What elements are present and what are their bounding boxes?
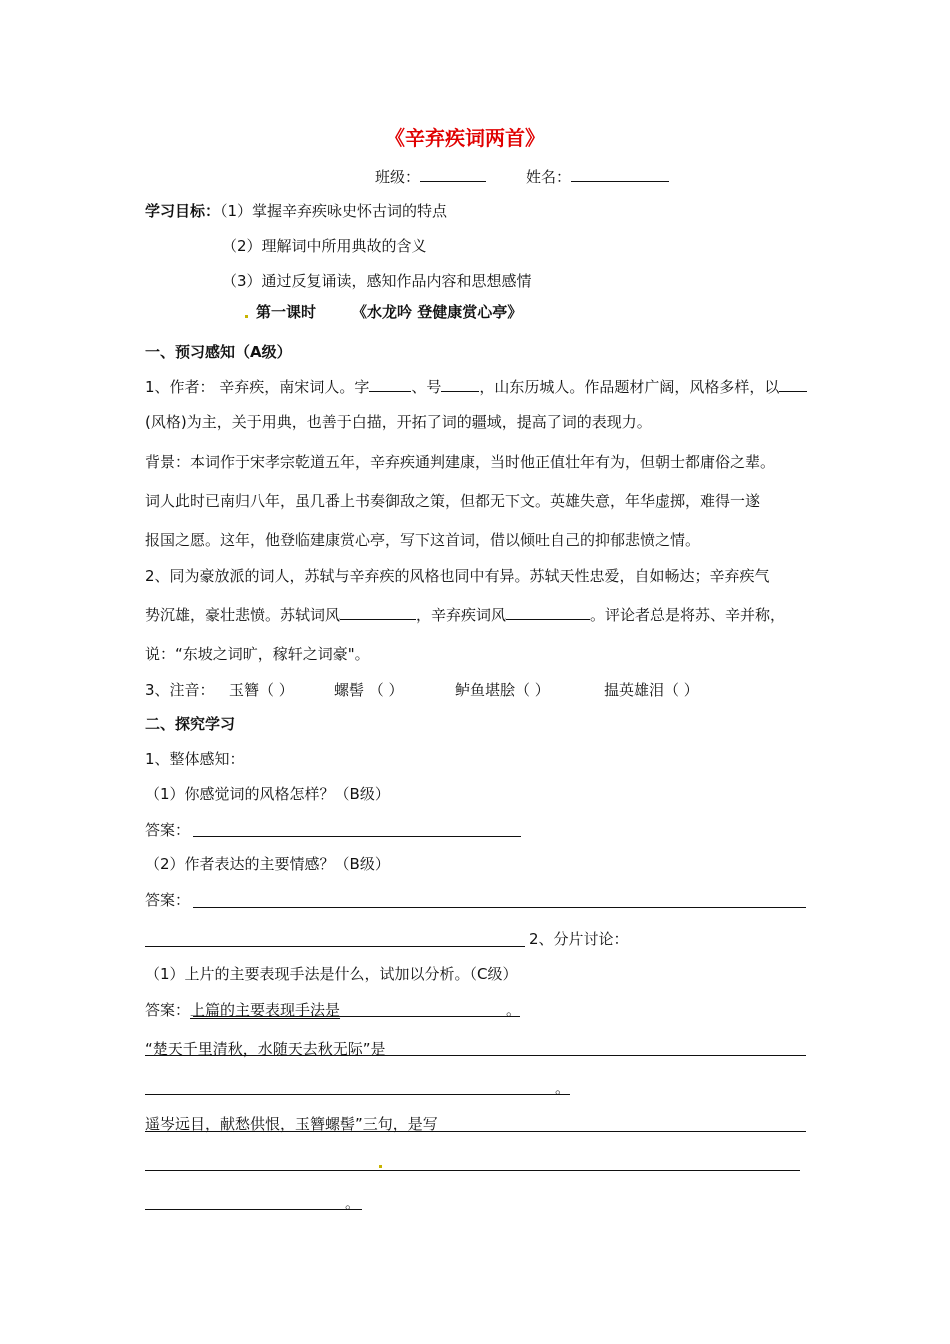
- q2-line3: 说：“东坡之词旷，稼轩之词豪"。: [145, 645, 370, 663]
- period-mark: 。: [345, 1194, 361, 1212]
- q2-text: 。评论者总是将苏、辛并称，: [590, 606, 786, 624]
- pinyin-item: 螺髻 （ ）: [334, 681, 404, 699]
- question-1: （1）你感觉词的风格怎样？（B级）: [145, 785, 390, 803]
- pinyin-item: 揾英雄泪（ ）: [604, 681, 699, 699]
- answer-label: 答案：: [145, 891, 191, 909]
- objective-2: （2）理解词中所用典故的含义: [222, 237, 427, 255]
- decorative-dot: [245, 315, 248, 318]
- lesson-period: 第一课时: [256, 303, 317, 321]
- answer-3: [145, 1000, 340, 1020]
- period-mark: 。: [555, 1079, 571, 1097]
- answer-label: 答案：: [145, 821, 191, 839]
- class-blank[interactable]: [420, 166, 486, 182]
- main-style-blank[interactable]: [779, 376, 807, 392]
- xinqiji-style-blank[interactable]: [506, 604, 590, 620]
- period-mark: 。: [506, 1001, 522, 1019]
- section1-heading: 一、预习感知（A级）: [145, 343, 292, 361]
- q2-line1: 2、同为豪放派的词人，苏轼与辛弃疾的风格也同中有异。苏轼天性忠爱，自如畅达；辛弃疾气: [145, 567, 770, 585]
- name-field: [526, 166, 669, 187]
- q1-line2: (风格)为主，关于用典，也善于白描，开拓了词的疆域，提高了词的表现力。: [145, 413, 652, 431]
- background-line: 报国之愿。这年，他登临建康赏心亭，写下这首词，借以倾吐自己的抑郁悲愤之情。: [145, 531, 701, 549]
- answer-3-text: 上篇的主要表现手法是: [190, 1001, 341, 1019]
- page-title: 《辛弃疾词两首》: [385, 126, 545, 150]
- q2-text: 势沉雄，豪壮悲愤。苏轼词风: [145, 606, 341, 624]
- overall-label: 1、整体感知：: [145, 750, 245, 768]
- chu-line: “楚天千里清秋，水随天去秋无际”是: [145, 1040, 386, 1058]
- question-2: （2）作者表达的主要情感？（B级）: [145, 855, 390, 873]
- class-label: 班级：: [375, 168, 421, 186]
- background-line: 词人此时已南归八年，虽几番上书奏御敌之策，但都无下文。英雄失意，年华虚掷，难得一遂: [145, 492, 761, 510]
- style-name-blank[interactable]: [369, 376, 411, 392]
- answer-line[interactable]: [145, 1170, 800, 1171]
- answer-label: 答案：: [145, 1001, 191, 1019]
- q1-text: ，山东历城人。作品题材广阔，风格多样，以: [479, 378, 780, 396]
- q1-text: 1、作者： 辛弃疾，南宋词人。字: [145, 378, 370, 396]
- decorative-dot: [379, 1165, 382, 1168]
- discuss-label: 2、分片讨论：: [529, 930, 629, 948]
- q1-line1: [145, 376, 807, 397]
- answer-line[interactable]: [193, 1016, 520, 1017]
- hao-blank[interactable]: [441, 376, 479, 392]
- yao-line: 遥岑远目，献愁供恨，玉簪螺髻”三句，是写: [145, 1115, 438, 1133]
- pinyin-item: 鲈鱼堪脍（ ）: [455, 681, 550, 699]
- sushi-style-blank[interactable]: [340, 604, 416, 620]
- objectives-label: 学习目标：: [145, 202, 221, 220]
- objective-3: （3）通过反复诵读，感知作品内容和思想感情: [222, 272, 532, 290]
- background-line: 背景：本词作于宋孝宗乾道五年，辛弃疾通判建康，当时他正值壮年有为，但朝士都庸俗之辈。: [145, 453, 776, 471]
- question-3: （1）上片的主要表现手法是什么，试加以分析。（C级）: [145, 965, 518, 983]
- answer-line[interactable]: [193, 907, 806, 908]
- name-label: 姓名：: [526, 168, 572, 186]
- q2-text: ，辛弃疾词风: [416, 606, 507, 624]
- answer-line[interactable]: [145, 946, 525, 947]
- answer-line[interactable]: [145, 1131, 806, 1132]
- objective-1: [145, 201, 447, 221]
- pinyin-item: 玉簪（ ）: [229, 681, 294, 699]
- answer-line[interactable]: [145, 1209, 362, 1210]
- name-blank[interactable]: [571, 166, 669, 182]
- class-field: [375, 166, 486, 187]
- q1-text: 、号: [411, 378, 442, 396]
- answer-line[interactable]: [193, 836, 521, 837]
- answer-line[interactable]: [145, 1055, 806, 1056]
- section2-heading: 二、探究学习: [145, 715, 236, 733]
- lesson-poem: 《水龙吟 登健康赏心亭》: [352, 303, 523, 321]
- answer-line[interactable]: [145, 1094, 570, 1095]
- objective-item: （1）掌握辛弃疾咏史怀古词的特点: [220, 202, 448, 220]
- q3-label: 3、注音：: [145, 681, 215, 699]
- q2-line2: [145, 604, 785, 625]
